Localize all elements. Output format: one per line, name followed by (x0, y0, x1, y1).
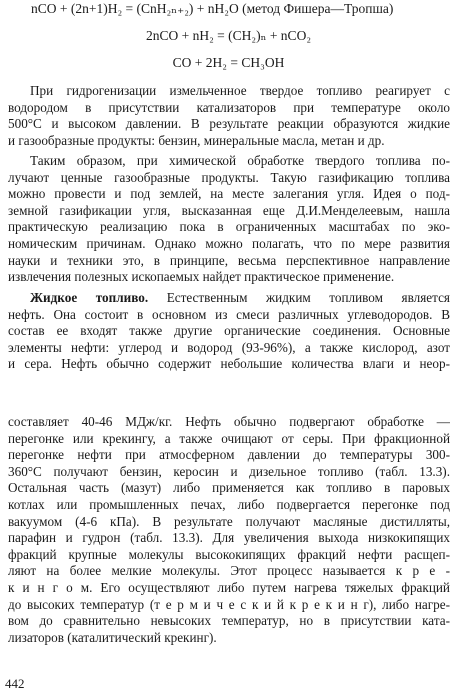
section-heading: Жидкое топливо. (30, 290, 149, 305)
equation-fischer-tropsch: nCO + (2n+1)H₂ = (CnH₂ₙ₊₂) + nH₂O (метод Фишера—Тропша) (31, 1, 394, 16)
text-line: парафин и гудрон (табл. 13.3). Для увеличения выхода низкокипящих (8, 530, 450, 546)
text-line: котлах или промышленных печах, либо подвергается перегонке под (8, 496, 450, 512)
text-line: 360°С получают бензин, керосин и дизельное топливо (табл. 13.3). (8, 463, 450, 479)
text-line: и газообразные продукты: бензин, минеральные масла, метан и др. (8, 132, 385, 148)
text-line: лизаторов (каталитический крекинг). (8, 629, 217, 645)
paragraph-gasification (8, 153, 450, 286)
paragraph-hydrogenation (8, 83, 450, 149)
text-line: перегонке или крекингу, а также очищают от серы. При фракционной (8, 430, 450, 446)
page-number: 442 (5, 676, 25, 691)
paragraph-liquid-fuel (8, 290, 450, 373)
text-line: состав ее входят также другие органические соединения. Основные (8, 323, 450, 339)
text-line: перегонке нефти при атмосферном давлении до температуры 300- (8, 447, 450, 463)
text-line: При гидрогенизации измельченное твердое топливо реагирует с (30, 83, 450, 98)
text-line: 500°С и высоком давлении. В результате реакции образуются жидкие (8, 116, 450, 132)
text-line: лучают ценные газообразные продукты. Такую газификацию топлива (8, 169, 450, 185)
text-line: и сера. Нефть обычно содержит небольшие количества влаги и неор- (8, 356, 450, 372)
equation-polymethylene: 2nCO + nH₂ = (CH₂)ₙ + nCO₂ (145, 28, 312, 43)
text-line: элементы нефти: углерод и водород (93-96%), а также кислород, азот (8, 339, 450, 355)
text-line: фракций крупные молекулы высококипящих фракций нефти расщеп- (8, 546, 450, 562)
text-line: извлечения полезных ископаемых найдет практическое применение. (8, 269, 395, 285)
text-line (8, 290, 450, 307)
text-line: земной газификации угля, высказанная еще Д.И.Менделеевым, нашла (8, 202, 450, 218)
text-line: можно провести и под землей, на месте залегания угля. Идея о под- (8, 186, 450, 202)
text-line: к и н г о м. Его осуществляют либо путем нагрева тяжелых фракций (8, 579, 450, 595)
text-line: номическим причинам. Однако можно полагать, что по мере развития (8, 235, 450, 251)
equation-methanol: CO + 2H₂ = CH₃OH (172, 55, 285, 70)
text-line: вом до сравнительно невысоких температур, но в присутствии ката- (8, 613, 450, 629)
text-line: нефть. Она состоит в основном из смеси различных углеводородов. В (8, 306, 450, 322)
text-line: составляет 40-46 МДж/кг. Нефть обычно подвергают обработке — (8, 414, 450, 429)
text-line: до высоких температур (т е р м и ч е с к и й к р е к и н г), либо нагре- (8, 596, 450, 612)
heading-continuation: Естественным жидким топливом является (148, 290, 450, 305)
text-line: практическую реализацию пока в ограниченных масштабах по эко- (8, 219, 450, 235)
text-line: ляют на более мелкие молекулы. Этот процесс называется к р е - (8, 563, 450, 579)
text-line: Таким образом, при химической обработке твердого топлива по- (30, 153, 450, 168)
text-line: науки и техники это, в принципе, весьма перспективное направление (8, 252, 450, 268)
text-line: водородом в присутствии катализаторов при температуре около (8, 99, 450, 115)
paragraph-refining (8, 414, 450, 646)
text-line: Остальная часть (мазут) либо применяется как топливо в паровых (8, 480, 450, 496)
text-line: вакуумом (4-6 кПа). В результате получают масляные дистилляты, (8, 513, 450, 529)
